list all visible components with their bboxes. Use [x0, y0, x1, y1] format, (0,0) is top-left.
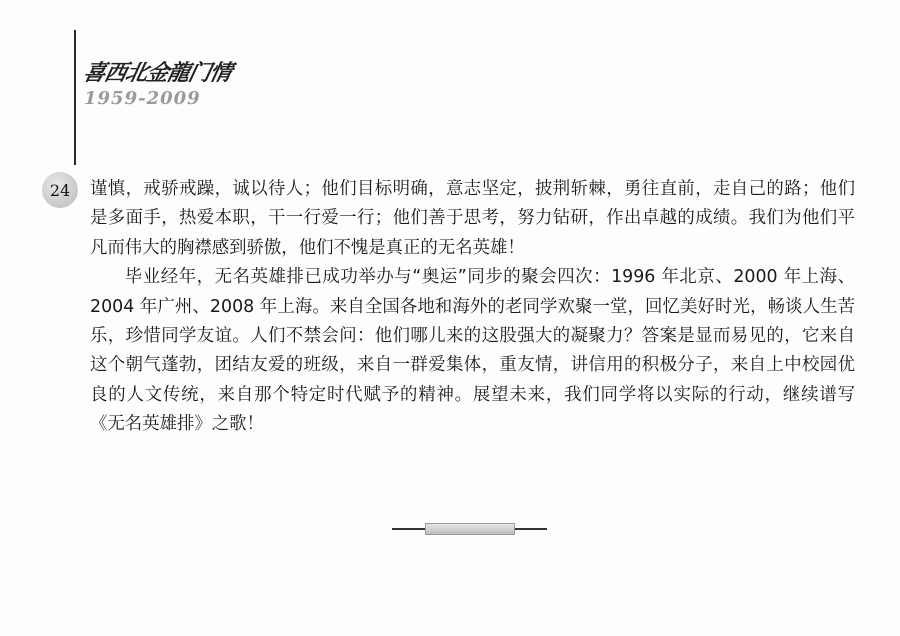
- running-header-years: 1959-2009: [84, 88, 201, 109]
- page-number-badge: [42, 172, 78, 208]
- footer-ornament-bar: [425, 523, 515, 535]
- paragraph: 毕业经年，无名英雄排已成功举办与“奥运”同步的聚会四次：1996 年北京、2000 年上海、2004 年广州、2008 年上海。来自全国各地和海外的老同学欢聚一堂，回忆美好时光，畅谈人生苦乐，珍惜同学友谊。人们不禁会问：他们哪儿来的这股强大的凝聚力？答案是显而易见的，它来自这个朝气蓬勃，团结友爱的班级，来自一群爱集体，重友情，讲信用的积极分子，来自上中校园优良的人文传统，来自那个特定时代赋予的精神。展望未来，我们同学将以实际的行动，继续谱写《无名英雄排》之歌！: [90, 267, 855, 435]
- header-vertical-rule: [74, 30, 76, 165]
- paragraph-continued: 谨慎，戒骄戒躁，诚以待人；他们目标明确，意志坚定，披荆斩棘，勇往直前，走自己的路；他们是多面手，热爱本职，干一行爱一行；他们善于思考，努力钻研，作出卓越的成绩。我们为他们平凡而伟大的胸襟感到骄傲，他们不愧是真正的无名英雄！: [90, 179, 855, 258]
- running-header-title: 喜西北金龍门情: [80, 60, 234, 86]
- body-text: [90, 175, 855, 440]
- page-number: 24: [49, 180, 71, 200]
- footer-ornament: [392, 523, 547, 535]
